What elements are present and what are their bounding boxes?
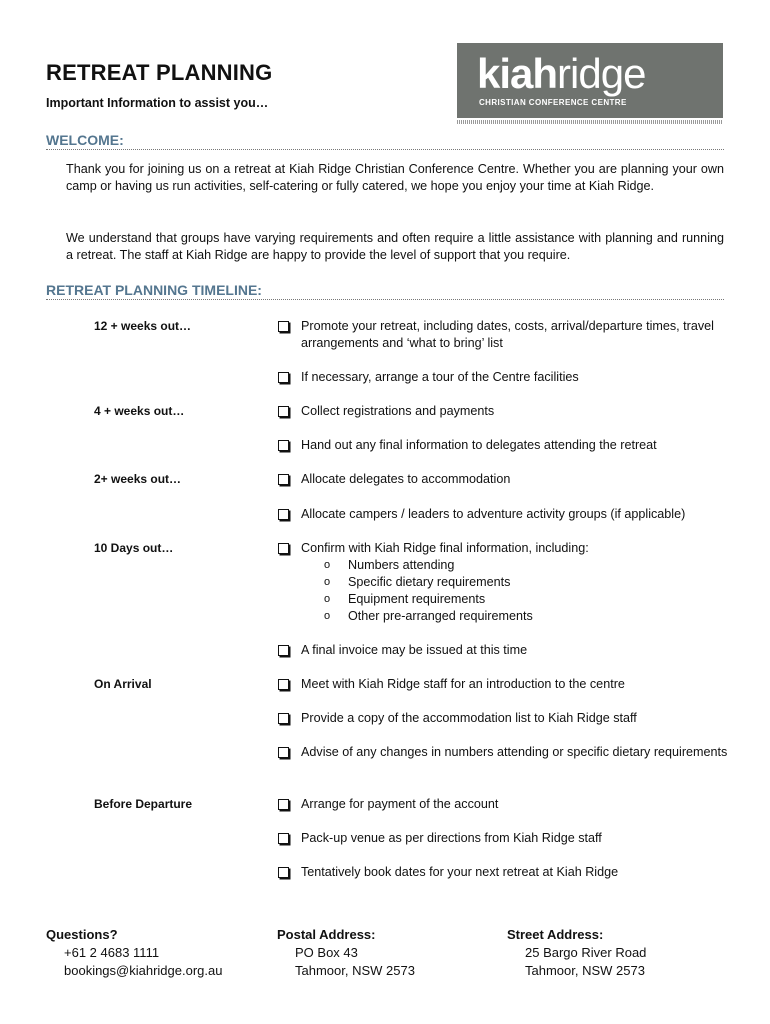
checklist-item bbox=[278, 318, 728, 352]
checkbox-icon bbox=[278, 406, 289, 417]
checklist-item bbox=[278, 796, 728, 813]
circle-bullet-icon: o bbox=[324, 576, 331, 588]
checklist-item-text: Meet with Kiah Ridge staff for an introduction to the centre bbox=[301, 677, 625, 691]
timeline-label-10-days: 10 Days out… bbox=[94, 541, 174, 555]
list-item bbox=[324, 557, 728, 574]
page-title: RETREAT PLANNING bbox=[46, 60, 273, 85]
checklist-item-text: Allocate delegates to accommodation bbox=[301, 472, 511, 486]
logo-wordmark bbox=[477, 51, 645, 97]
checklist-item-text: Promote your retreat, including dates, costs, arrival/departure times, travel arrangements and ‘what to bring’ list bbox=[301, 319, 714, 350]
checklist-item bbox=[278, 864, 728, 881]
checklist-item bbox=[278, 471, 728, 488]
checklist-item-text: Provide a copy of the accommodation list to Kiah Ridge staff bbox=[301, 711, 637, 725]
checkbox-icon bbox=[278, 509, 289, 520]
checklist-item bbox=[278, 710, 728, 727]
checklist-item bbox=[278, 676, 728, 693]
checklist-item-text: Allocate campers / leaders to adventure activity groups (if applicable) bbox=[301, 507, 686, 521]
checkbox-icon bbox=[278, 645, 289, 656]
checkbox-icon bbox=[278, 474, 289, 485]
list-item bbox=[324, 591, 728, 608]
checklist-item bbox=[278, 540, 728, 625]
list-item bbox=[324, 574, 728, 591]
checklist-item bbox=[278, 403, 728, 420]
checklist-item bbox=[278, 369, 728, 386]
page-subtitle: Important Information to assist you… bbox=[46, 96, 269, 110]
checkbox-icon bbox=[278, 321, 289, 332]
checklist-item bbox=[278, 506, 728, 523]
postal-line-1: PO Box 43 bbox=[295, 945, 358, 960]
welcome-heading: WELCOME: bbox=[46, 132, 724, 150]
checkbox-icon bbox=[278, 440, 289, 451]
checkbox-icon bbox=[278, 867, 289, 878]
timeline-label-2-weeks: 2+ weeks out… bbox=[94, 472, 182, 486]
questions-heading: Questions? bbox=[46, 927, 118, 942]
logo-tagline: CHRISTIAN CONFERENCE CENTRE bbox=[479, 98, 627, 107]
checkbox-icon bbox=[278, 543, 289, 554]
timeline-label-arrival: On Arrival bbox=[94, 677, 152, 691]
checklist-item-text: Advise of any changes in numbers attending or specific dietary requirements bbox=[301, 745, 728, 759]
timeline-label-4-weeks: 4 + weeks out… bbox=[94, 404, 185, 418]
list-item bbox=[324, 608, 728, 625]
timeline-label-departure: Before Departure bbox=[94, 797, 193, 811]
checklist-item-text: Arrange for payment of the account bbox=[301, 797, 499, 811]
logo-brand-light: ridge bbox=[557, 50, 646, 97]
checkbox-icon bbox=[278, 679, 289, 690]
kiahridge-logo bbox=[457, 43, 723, 118]
list-item-text: Equipment requirements bbox=[348, 592, 486, 606]
postal-heading: Postal Address: bbox=[277, 927, 376, 942]
welcome-paragraph-1: Thank you for joining us on a retreat at Kiah Ridge Christian Conference Centre. Whether you are planning your own camp or having us run activities, self-catering or fully catered, we hope you enjoy your time at Kiah Ridge. bbox=[66, 162, 724, 193]
phone-number[interactable]: +61 2 4683 1111 bbox=[64, 945, 160, 960]
street-heading: Street Address: bbox=[507, 927, 604, 942]
street-line-1: 25 Bargo River Road bbox=[525, 945, 647, 960]
list-item-text: Other pre-arranged requirements bbox=[348, 609, 533, 623]
checklist-item-text: Pack-up venue as per directions from Kiah Ridge staff bbox=[301, 831, 602, 845]
circle-bullet-icon: o bbox=[324, 593, 331, 605]
welcome-paragraph-2: We understand that groups have varying requirements and often require a little assistance with planning and running a retreat. The staff at Kiah Ridge are happy to provide the level of support that you require. bbox=[66, 231, 724, 262]
checklist-item bbox=[278, 744, 728, 761]
checklist-item-text: Confirm with Kiah Ridge final information, including: bbox=[301, 541, 589, 555]
email-link[interactable]: bookings@kiahridge.org.au bbox=[64, 963, 223, 978]
checklist-item bbox=[278, 642, 728, 659]
street-line-2: Tahmoor, NSW 2573 bbox=[525, 963, 645, 978]
checkbox-icon bbox=[278, 833, 289, 844]
footer-postal-address bbox=[277, 926, 415, 980]
logo-divider bbox=[457, 120, 723, 124]
postal-line-2: Tahmoor, NSW 2573 bbox=[295, 963, 415, 978]
list-item-text: Specific dietary requirements bbox=[348, 575, 511, 589]
checklist-item bbox=[278, 830, 728, 847]
timeline-heading: RETREAT PLANNING TIMELINE: bbox=[46, 282, 724, 300]
checklist-item-text: Hand out any final information to delegates attending the retreat bbox=[301, 438, 657, 452]
checkbox-icon bbox=[278, 713, 289, 724]
logo-brand-bold: kiah bbox=[477, 50, 558, 97]
timeline-label-12-weeks: 12 + weeks out… bbox=[94, 319, 192, 333]
circle-bullet-icon: o bbox=[324, 559, 331, 571]
footer-street-address bbox=[507, 926, 646, 980]
checklist-item bbox=[278, 437, 728, 454]
checkbox-icon bbox=[278, 799, 289, 810]
checklist-item-text: Tentatively book dates for your next retreat at Kiah Ridge bbox=[301, 865, 619, 879]
checkbox-icon bbox=[278, 372, 289, 383]
checklist-item-text: If necessary, arrange a tour of the Centre facilities bbox=[301, 370, 579, 384]
footer-questions bbox=[46, 926, 222, 980]
confirm-details-list bbox=[324, 557, 728, 625]
checklist-item-text: A final invoice may be issued at this time bbox=[301, 643, 528, 657]
checklist-item-text: Collect registrations and payments bbox=[301, 404, 495, 418]
list-item-text: Numbers attending bbox=[348, 558, 455, 572]
checkbox-icon bbox=[278, 747, 289, 758]
circle-bullet-icon: o bbox=[324, 610, 331, 622]
